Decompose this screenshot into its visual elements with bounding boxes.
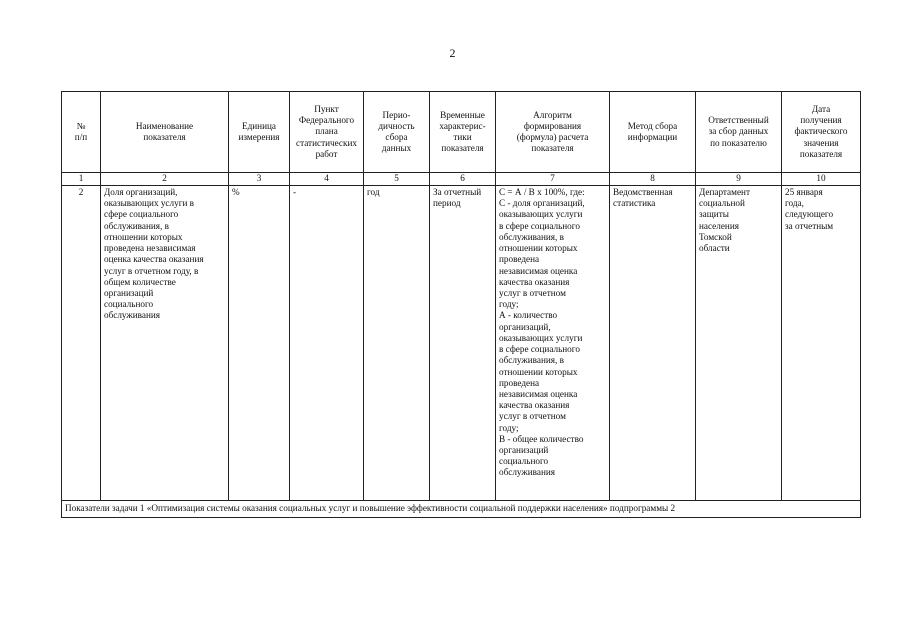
column-number: 2: [101, 173, 229, 186]
col-header-responsible: Ответственный за сбор данных по показателю: [696, 92, 782, 173]
column-number: 5: [364, 173, 430, 186]
header-row: [62, 92, 861, 173]
column-number: 1: [62, 173, 101, 186]
column-number: 8: [610, 173, 696, 186]
column-number: 4: [290, 173, 364, 186]
task-heading-row: [62, 501, 861, 518]
column-number: 3: [229, 173, 290, 186]
cell-federal-plan: -: [290, 186, 364, 501]
col-header-federal-plan: Пункт Федерального плана статистических работ: [290, 92, 364, 173]
cell-indicator-name: Доля организаций, оказывающих услуги в сфере социального обслуживания, в отношении которых проведена независимая оценка качества оказания услуг в отчетном году, в общем количестве организаций социального обслуживания: [101, 186, 229, 501]
cell-periodicity: год: [364, 186, 430, 501]
column-number: 7: [496, 173, 610, 186]
task-heading: Показатели задачи 1 «Оптимизация системы оказания социальных услуг и повышение эффективности социальной поддержки населения» подпрограммы 2: [62, 501, 861, 518]
cell-method: Ведомственная статистика: [610, 186, 696, 501]
col-header-name: Наименование показателя: [101, 92, 229, 173]
cell-algorithm: С = А / В х 100%, где: С - доля организаций, оказывающих услуги в сфере социального обслуживания, в отношении которых проведена независимая оценка качества оказания услуг в отчетном году; А - количество организаций, оказывающих услуги в сфере социального обслуживания, в отношении которых проведена независимая оценка качества оказания услуг в отчетном году; В - общее количество организаций социального обслуживания: [496, 186, 610, 501]
cell-unit: %: [229, 186, 290, 501]
indicators-table: [61, 91, 861, 518]
column-number: 6: [430, 173, 496, 186]
col-header-num: № п/п: [62, 92, 101, 173]
col-header-unit: Единица измерения: [229, 92, 290, 173]
col-header-algorithm: Алгоритм формирования (формула) расчета показателя: [496, 92, 610, 173]
table-row: [62, 186, 861, 501]
column-number-row: [62, 173, 861, 186]
col-header-method: Метод сбора информации: [610, 92, 696, 173]
cell-date: 25 января года, следующего за отчетным: [782, 186, 861, 501]
col-header-time-characteristics: Временные характерис- тики показателя: [430, 92, 496, 173]
cell-num: 2: [62, 186, 101, 501]
cell-time-characteristics: За отчетный период: [430, 186, 496, 501]
col-header-date: Дата получения фактического значения показателя: [782, 92, 861, 173]
col-header-periodicity: Перио- дичность сбора данных: [364, 92, 430, 173]
column-number: 10: [782, 173, 861, 186]
page-number: 2: [449, 46, 456, 60]
column-number: 9: [696, 173, 782, 186]
cell-responsible: Департамент социальной защиты населения Томской области: [696, 186, 782, 501]
